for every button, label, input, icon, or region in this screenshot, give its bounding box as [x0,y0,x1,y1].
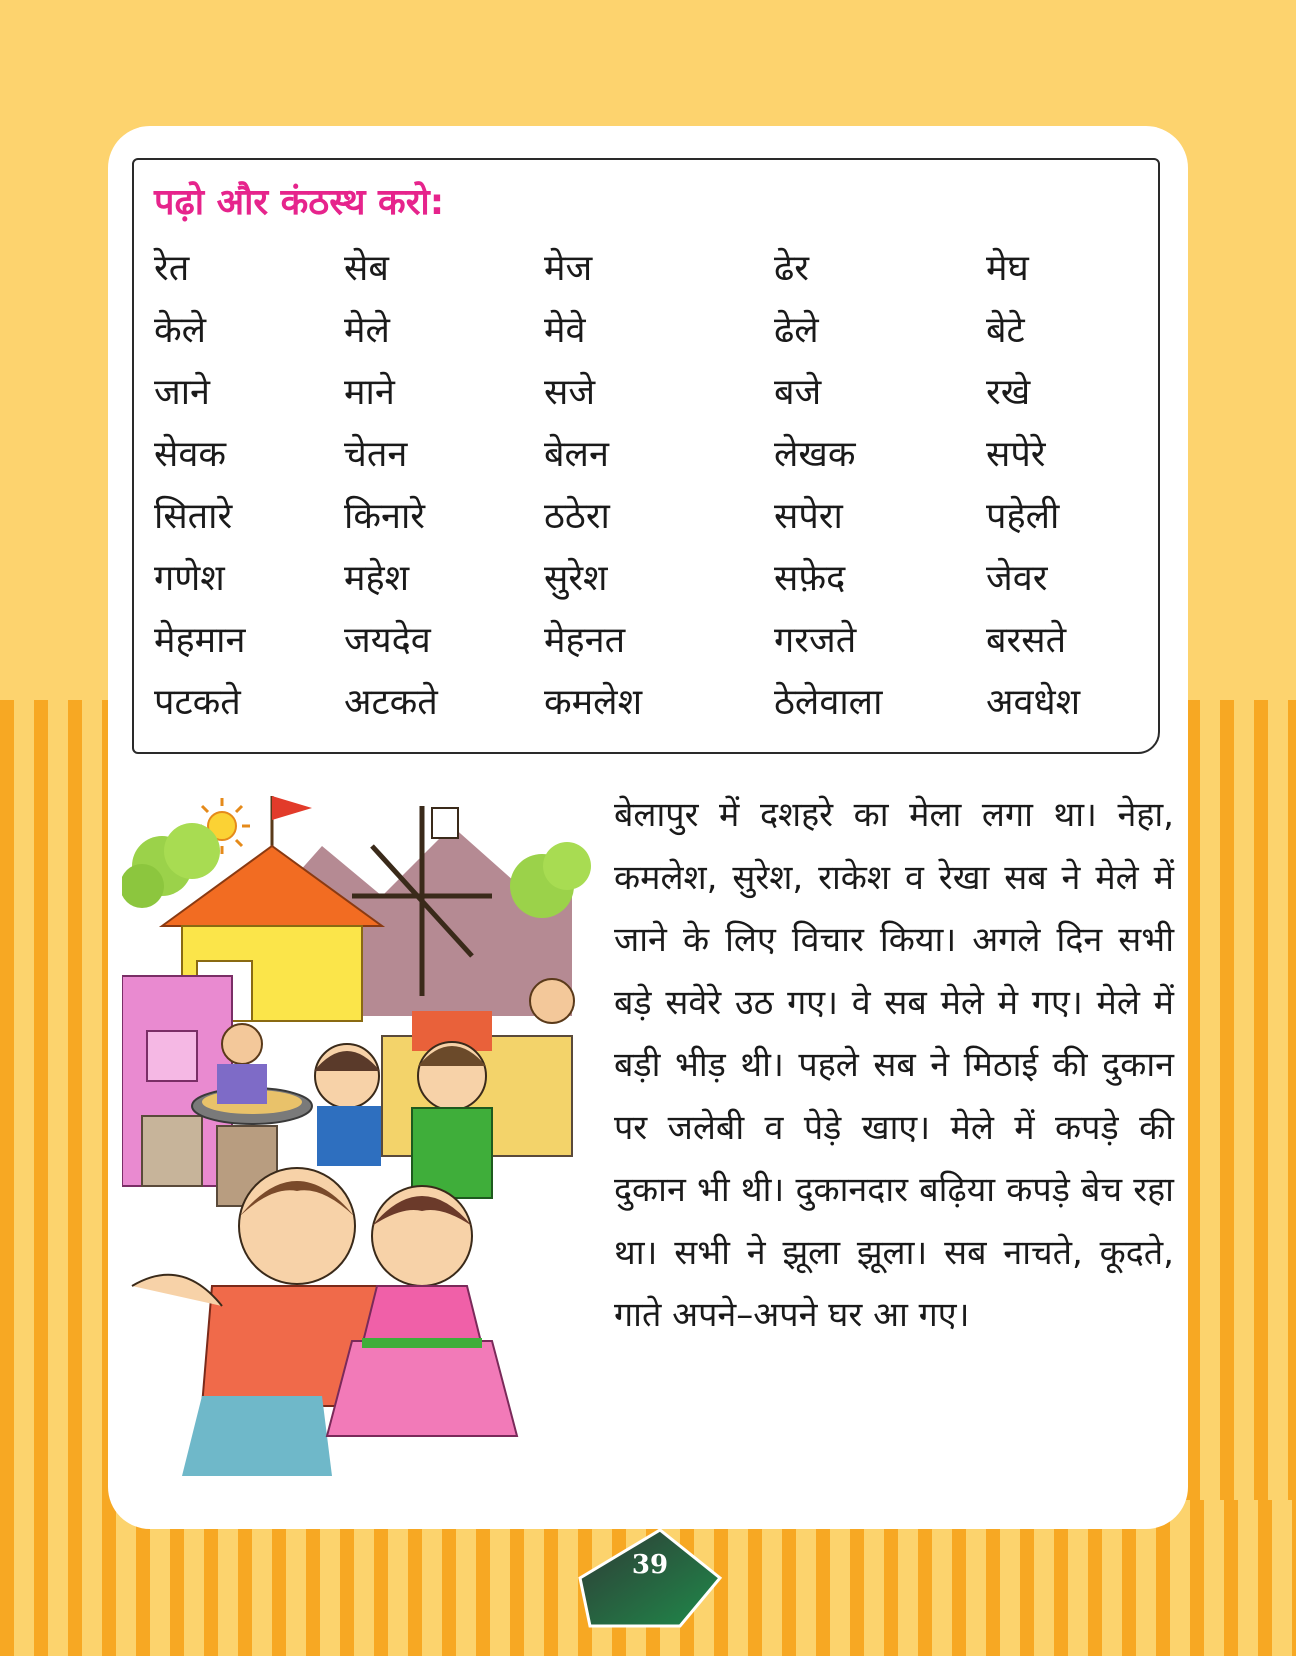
word-item: कमलेश [544,682,643,723]
fair-illustration [122,786,592,1476]
word-item: लेखक [774,434,856,475]
word-item: रखे [986,372,1031,413]
word-item: पटकते [154,682,241,723]
word-item: रेत [154,248,190,289]
word-item: किनारे [344,496,426,537]
word-item: गरजते [774,620,857,661]
word-item: बेलन [544,434,609,475]
word-practice-box [132,158,1160,754]
word-item: ठठेरा [544,496,610,537]
story-paragraph: बेलापुर में दशहरे का मेला लगा था। नेहा, कमलेश, सुरेश, राकेश व रेखा सब ने मेले में जाने के लिए विचार किया। अगले दिन सभी बड़े सवेरे उठ गए। वे सब मेले मे गए। मेले में बड़ी भीड़ थी। पहले सब ने मिठाई की दुकान पर जलेबी व पेड़े खाए। मेले में कपड़े की दुकान भी थी। दुकानदार बढ़िया कपड़े बेच रहा था। सभी ने झूला झूला। सब नाचते, कूदते, गाते अपने–अपने घर आ गए। [614,795,1174,1335]
word-item: सपेरे [986,434,1046,475]
word-item: सपेरा [774,496,843,537]
word-item: बरसते [986,620,1067,661]
word-item: माने [344,372,395,413]
word-item: बेटे [986,310,1025,351]
word-item: केले [154,310,207,351]
word-item: अटकते [344,682,438,723]
word-item: मेघ [986,248,1029,289]
page-card [108,126,1188,1529]
word-item: गणेश [154,558,225,599]
page-number: 39 [631,1550,669,1580]
word-item: मेवे [544,310,586,351]
word-grid [154,238,1154,734]
word-item: ढेले [774,310,819,351]
page-number-badge [570,1528,730,1628]
word-item: सफ़ेद [774,558,846,599]
word-item: सितारे [154,496,233,537]
word-item: ढेर [774,248,809,289]
word-item: ठेलेवाला [774,682,883,723]
word-item: अवधेश [986,682,1081,723]
word-item: मेज [544,248,593,289]
word-item: जाने [154,372,211,413]
left-stripe-pattern [0,700,110,1520]
word-item: चेतन [344,434,408,475]
word-item: महेश [344,558,410,599]
word-item: पहेली [986,496,1060,537]
word-item: सजे [544,372,596,413]
word-item: सेवक [154,434,227,475]
boy-green [412,1042,492,1198]
word-item: मेहमान [154,620,246,661]
word-item: सेब [344,248,389,289]
word-item: मेहनत [544,620,626,661]
exercise-heading: पढ़ो और कंठस्थ करो: [154,182,445,223]
right-stripe-pattern [1186,700,1296,1520]
word-item: सुरेश [544,558,608,599]
word-item: जेवर [986,558,1048,599]
word-item: मेले [344,310,390,351]
word-item: जयदेव [344,620,431,661]
word-item: बजे [774,372,822,413]
